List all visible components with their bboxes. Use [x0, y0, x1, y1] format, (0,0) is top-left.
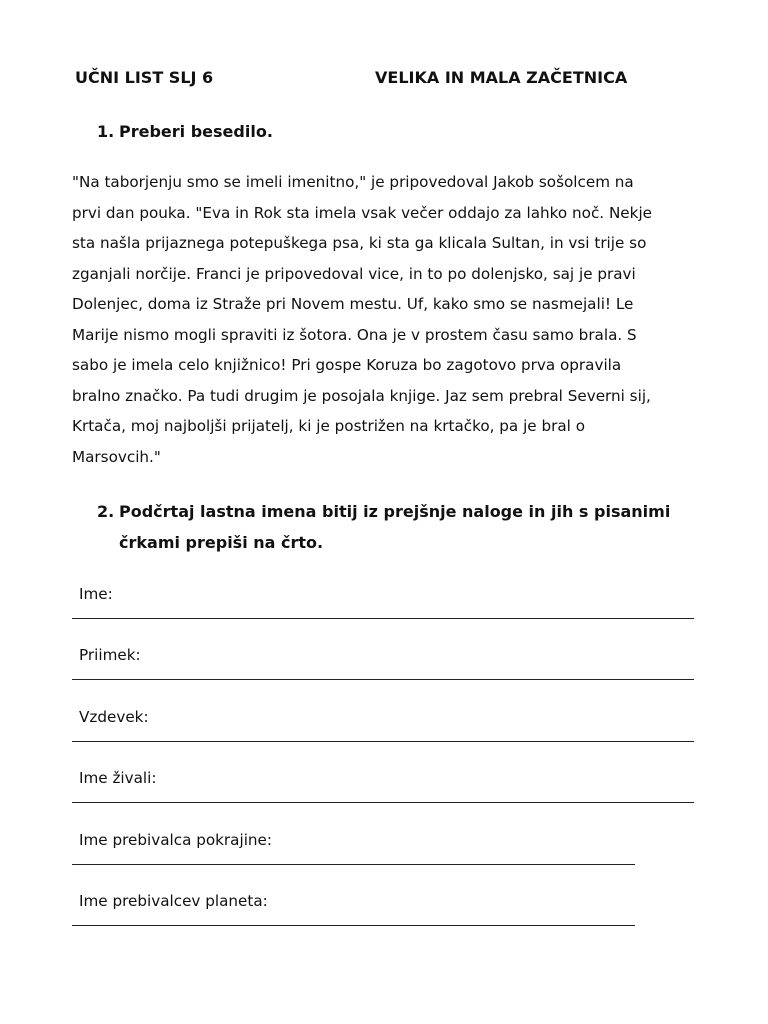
- field-label: Ime prebivalcev planeta:: [79, 892, 268, 910]
- worksheet-topic: VELIKA IN MALA ZAČETNICA: [375, 68, 628, 87]
- worksheet-header: [75, 68, 695, 92]
- write-line[interactable]: [72, 864, 635, 865]
- field-label: Ime živali:: [79, 769, 157, 787]
- passage-line: zganjali norčije. Franci je pripovedoval vice, in to po dolenjsko, saj je pravi: [72, 264, 636, 283]
- write-line[interactable]: [72, 925, 635, 926]
- field-label: Ime prebivalca pokrajine:: [79, 831, 273, 849]
- worksheet-title: UČNI LIST SLJ 6: [75, 68, 214, 87]
- task-1-text: Preberi besedilo.: [119, 122, 273, 141]
- passage-line: Dolenjec, doma iz Straže pri Novem mestu. Uf, kako smo se nasmejali! Le: [72, 295, 634, 313]
- field-label: Priimek:: [79, 646, 141, 664]
- write-line[interactable]: [72, 618, 694, 619]
- passage-line: prvi dan pouka. "Eva in Rok sta imela vsak večer oddajo za lahko noč. Nekje: [72, 203, 653, 222]
- passage-line: "Na taborjenju smo se imeli imenitno," je pripovedoval Jakob sošolcem na: [72, 173, 634, 191]
- passage-line: Krtača, moj najboljši prijatelj, ki je postrižen na krtačko, pa je bral o: [72, 417, 585, 435]
- passage-line: bralno značko. Pa tudi drugim je posojala knjige. Jaz sem prebral Severni sij,: [72, 386, 651, 405]
- task-2-text-line1: Podčrtaj lastna imena bitij iz prejšnje naloge in jih s pisanimi: [119, 502, 671, 521]
- reading-passage: [72, 167, 702, 472]
- task-1-heading: [97, 116, 273, 147]
- task-2-number: 2.: [97, 502, 115, 521]
- write-line[interactable]: [72, 741, 694, 742]
- passage-line: sabo je imela celo knjižnico! Pri gospe Koruza bo zagotovo prva opravila: [72, 356, 622, 374]
- write-line[interactable]: [72, 802, 694, 803]
- task-2-text-line2: črkami prepiši na črto.: [119, 533, 324, 552]
- task-1-number: 1.: [97, 122, 115, 141]
- passage-line: sta našla prijaznega potepuškega psa, ki sta ga klicala Sultan, in vsi trije so: [72, 234, 647, 252]
- task-2-heading: [97, 496, 697, 558]
- field-label: Ime:: [79, 585, 113, 603]
- write-line[interactable]: [72, 679, 694, 680]
- passage-line: Marije nismo mogli spraviti iz šotora. Ona je v prostem času samo brala. S: [72, 325, 637, 344]
- field-label: Vzdevek:: [79, 708, 149, 726]
- passage-line: Marsovcih.": [72, 447, 161, 466]
